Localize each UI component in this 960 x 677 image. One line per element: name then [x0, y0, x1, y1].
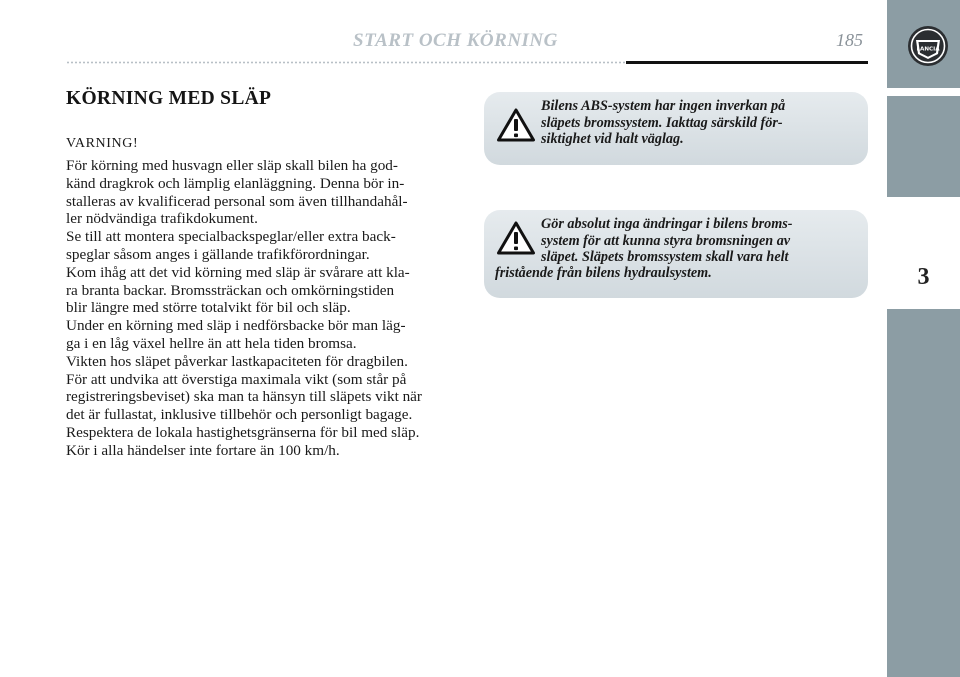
tab-block-2: [887, 96, 960, 197]
warning-triangle-icon: [497, 108, 535, 142]
body-line: Kör i alla händelser inte fortare än 100 km/h.: [66, 441, 340, 459]
lancia-logo-icon: [906, 24, 950, 68]
body-line: För att undvika att överstiga maximala vikt (som står på: [66, 370, 407, 388]
body-line: Respektera de lokala hastighetsgränserna för bil med släp.: [66, 423, 420, 441]
warning-triangle-icon: [497, 221, 535, 255]
body-line: det är fullastat, inklusive tillbehör och personligt bagage.: [66, 406, 413, 424]
header-solid-rule: [626, 61, 868, 64]
warning-line: släpets bromssystem. Iakttag särskild för-: [541, 114, 783, 131]
body-line: ler nödvändiga trafikdokument.: [66, 210, 258, 228]
body-line: känd dragkrok och lämplig elanläggning. Denna bör in-: [66, 174, 405, 192]
body-line: ra branta backar. Bromssträckan och omkörningstiden: [66, 281, 395, 299]
body-line: registreringsbeviset) ska man ta hänsyn till släpets vikt när: [66, 388, 422, 406]
tab-block-bottom: [887, 309, 960, 677]
section-title: START OCH KÖRNING: [353, 30, 558, 51]
warning-line: Gör absolut inga ändringar i bilens broms-: [541, 216, 793, 232]
body-line: För körning med husvagn eller släp skall bilen ha god-: [66, 157, 398, 174]
body-line: Under en körning med släp i nedförsbacke bör man läg-: [66, 317, 406, 335]
page-number: 185: [836, 30, 863, 50]
logo-wordmark: LANCIA: [916, 46, 940, 53]
body-line: stalleras av kvalificerad personal som även tillhandahål-: [66, 192, 408, 210]
warning-line: fristående från bilens hydraulsystem.: [495, 265, 712, 281]
chapter-tab-strip: [887, 0, 960, 677]
body-line: speglar såsom anges i gällande trafikförordningar.: [66, 245, 370, 263]
warning-text-abs: [541, 98, 785, 148]
warning-line: system för att kunna styra bromsningen av: [541, 232, 791, 249]
page-heading: KÖRNING MED SLÄP: [66, 88, 272, 109]
warning-line: siktighet vid halt väglag.: [541, 131, 684, 148]
header-dotted-rule: [66, 61, 626, 64]
warning-label: VARNING!: [66, 136, 139, 151]
warning-text-brakes-continued: [495, 265, 712, 282]
body-line: blir längre med större totalvikt för bil och släp.: [66, 299, 351, 317]
warning-line: Bilens ABS-system har ingen inverkan på: [541, 98, 786, 114]
body-line: Se till att montera specialbackspeglar/eller extra back-: [66, 228, 396, 246]
chapter-number: 3: [917, 264, 930, 290]
body-line: Kom ihåg att det vid körning med släp är svårare att kla-: [66, 263, 410, 281]
body-paragraph: [66, 157, 462, 460]
warning-text-brakes: [541, 216, 793, 266]
body-line: Vikten hos släpet påverkar lastkapaciteten för dragbilen.: [66, 352, 408, 370]
body-line: ga i en låg växel hellre än att hela tiden bromsa.: [66, 334, 357, 352]
warning-line: släpet. Släpets bromssystem skall vara helt: [541, 249, 789, 266]
